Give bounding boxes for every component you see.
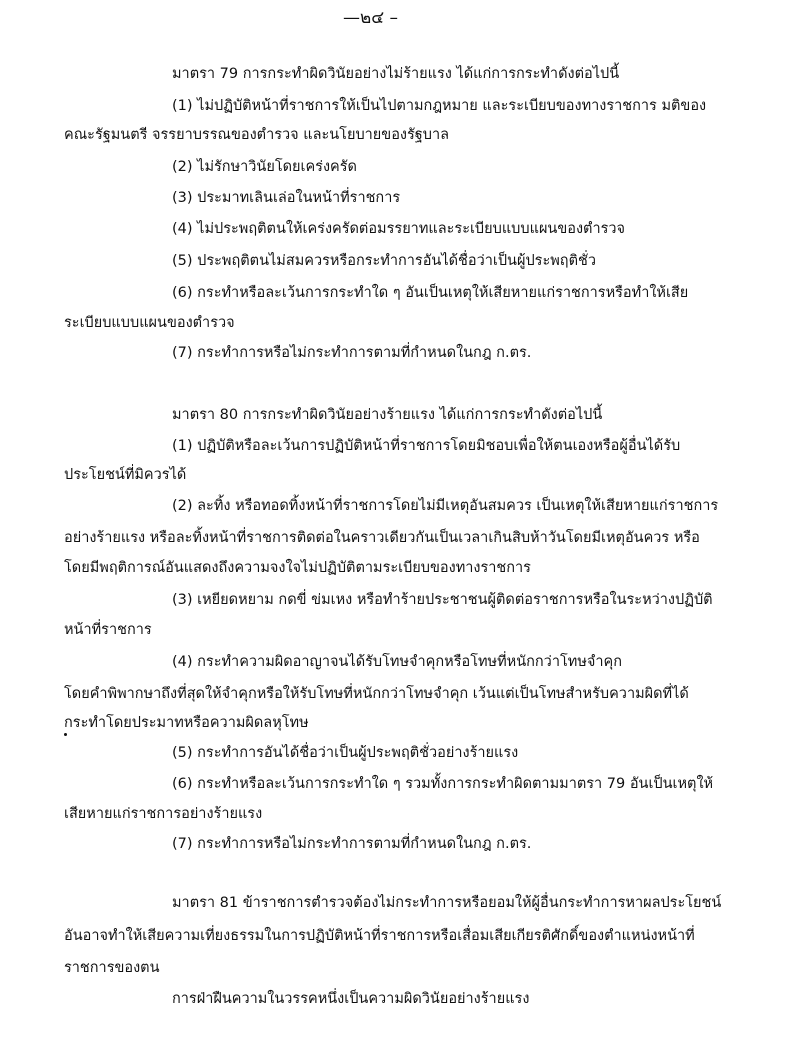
section-79-item-1: (1) ไม่ปฏิบัติหน้าที่ราชการให้เป็นไปตามกฎหมาย และระเบียบของทางราชการ มติของ xyxy=(172,98,707,114)
section-80-item-2-cont-2: โดยมีพฤติการณ์อันแสดงถึงความจงใจไม่ปฏิบัติตามระเบียบของทางราชการ xyxy=(64,560,531,576)
section-79-item-1-cont: คณะรัฐมนตรี จรรยาบรรณของตำรวจ และนโยบายของรัฐบาล xyxy=(64,127,450,143)
section-80-item-7: (7) กระทำการหรือไม่กระทำการตามที่กำหนดในกฎ ก.ตร. xyxy=(172,836,532,852)
section-80-item-3-cont: หน้าที่ราชการ xyxy=(64,622,152,638)
section-81-paragraph-2: การฝ่าฝืนความในวรรคหนึ่งเป็นความผิดวินัยอย่างร้ายแรง xyxy=(172,991,530,1007)
section-79-item-6: (6) กระทำหรือละเว้นการกระทำใด ๆ อันเป็นเหตุให้เสียหายแก่ราชการหรือทำให้เสีย xyxy=(172,285,689,301)
section-80-item-5: (5) กระทำการอันได้ชื่อว่าเป็นผู้ประพฤติชั่วอย่างร้ายแรง xyxy=(172,745,519,761)
section-80-item-4: (4) กระทำความผิดอาญาจนได้รับโทษจำคุกหรือโทษที่หนักกว่าโทษจำคุก xyxy=(172,654,622,670)
section-79-heading: มาตรา 79 การกระทำผิดวินัยอย่างไม่ร้ายแรง ได้แก่การกระทำดังต่อไปนี้ xyxy=(172,66,620,82)
section-81-cont-2: ราชการของตน xyxy=(64,960,160,976)
section-80-item-4-cont-1: โดยคำพิพากษาถึงที่สุดให้จำคุกหรือให้รับโทษที่หนักกว่าโทษจำคุก เว้นแต่เป็นโทษสำหรับความผิดที่ได้ xyxy=(64,686,689,702)
section-80-item-6: (6) กระทำหรือละเว้นการกระทำใด ๆ รวมทั้งการกระทำผิดตามมาตรา 79 อันเป็นเหตุให้ xyxy=(172,776,714,792)
section-80-item-2-cont-1: อย่างร้ายแรง หรือละทิ้งหน้าที่ราชการติดต่อในคราวเดียวกันเป็นเวลาเกินสิบห้าวันโดยมีเหตุอันควร หรือ xyxy=(64,530,700,546)
section-80-item-1: (1) ปฏิบัติหรือละเว้นการปฏิบัติหน้าที่ราชการโดยมิชอบเพื่อให้ตนเองหรือผู้อื่นได้รับ xyxy=(172,438,681,454)
section-79-item-3: (3) ประมาทเลินเล่อในหน้าที่ราชการ xyxy=(172,190,401,206)
section-80-item-2: (2) ละทิ้ง หรือทอดทิ้งหน้าที่ราชการโดยไม่มีเหตุอันสมควร เป็นเหตุให้เสียหายแก่ราชการ xyxy=(172,498,719,514)
section-80-item-1-cont: ประโยชน์ที่มิควรได้ xyxy=(64,467,187,483)
section-79-item-5: (5) ประพฤติตนไม่สมควรหรือกระทำการอันได้ชื่อว่าเป็นผู้ประพฤติชั่ว xyxy=(172,253,596,269)
page-number: —๒๔ – xyxy=(343,8,398,28)
section-81-heading: มาตรา 81 ข้าราชการตำรวจต้องไม่กระทำการหรือยอมให้ผู้อื่นกระทำการหาผลประโยชน์ xyxy=(172,895,722,911)
section-79-item-7: (7) กระทำการหรือไม่กระทำการตามที่กำหนดในกฎ ก.ตร. xyxy=(172,345,532,361)
section-80-heading: มาตรา 80 การกระทำผิดวินัยอย่างร้ายแรง ได้แก่การกระทำดังต่อไปนี้ xyxy=(172,407,603,423)
section-79-item-4: (4) ไม่ประพฤติตนให้เคร่งครัดต่อมรรยาทและระเบียบแบบแผนของตำรวจ xyxy=(172,221,626,237)
section-81-cont-1: อันอาจทำให้เสียความเที่ยงธรรมในการปฏิบัติหน้าที่ราชการหรือเสื่อมเสียเกียรติศักดิ์ของตำแหน่งหน้าที่ xyxy=(64,928,695,944)
section-79-item-2: (2) ไม่รักษาวินัยโดยเคร่งครัด xyxy=(172,159,357,175)
section-80-item-3: (3) เหยียดหยาม กดขี่ ข่มเหง หรือทำร้ายประชาชนผู้ติดต่อราชการหรือในระหว่างปฏิบัติ xyxy=(172,592,713,608)
section-80-item-6-cont: เสียหายแก่ราชการอย่างร้ายแรง xyxy=(64,806,263,822)
section-80-item-4-cont-2: กระทำโดยประมาทหรือความผิดลหุโทษ xyxy=(64,715,309,731)
stray-mark xyxy=(64,733,67,736)
section-79-item-6-cont: ระเบียบแบบแผนของตำรวจ xyxy=(64,315,235,331)
